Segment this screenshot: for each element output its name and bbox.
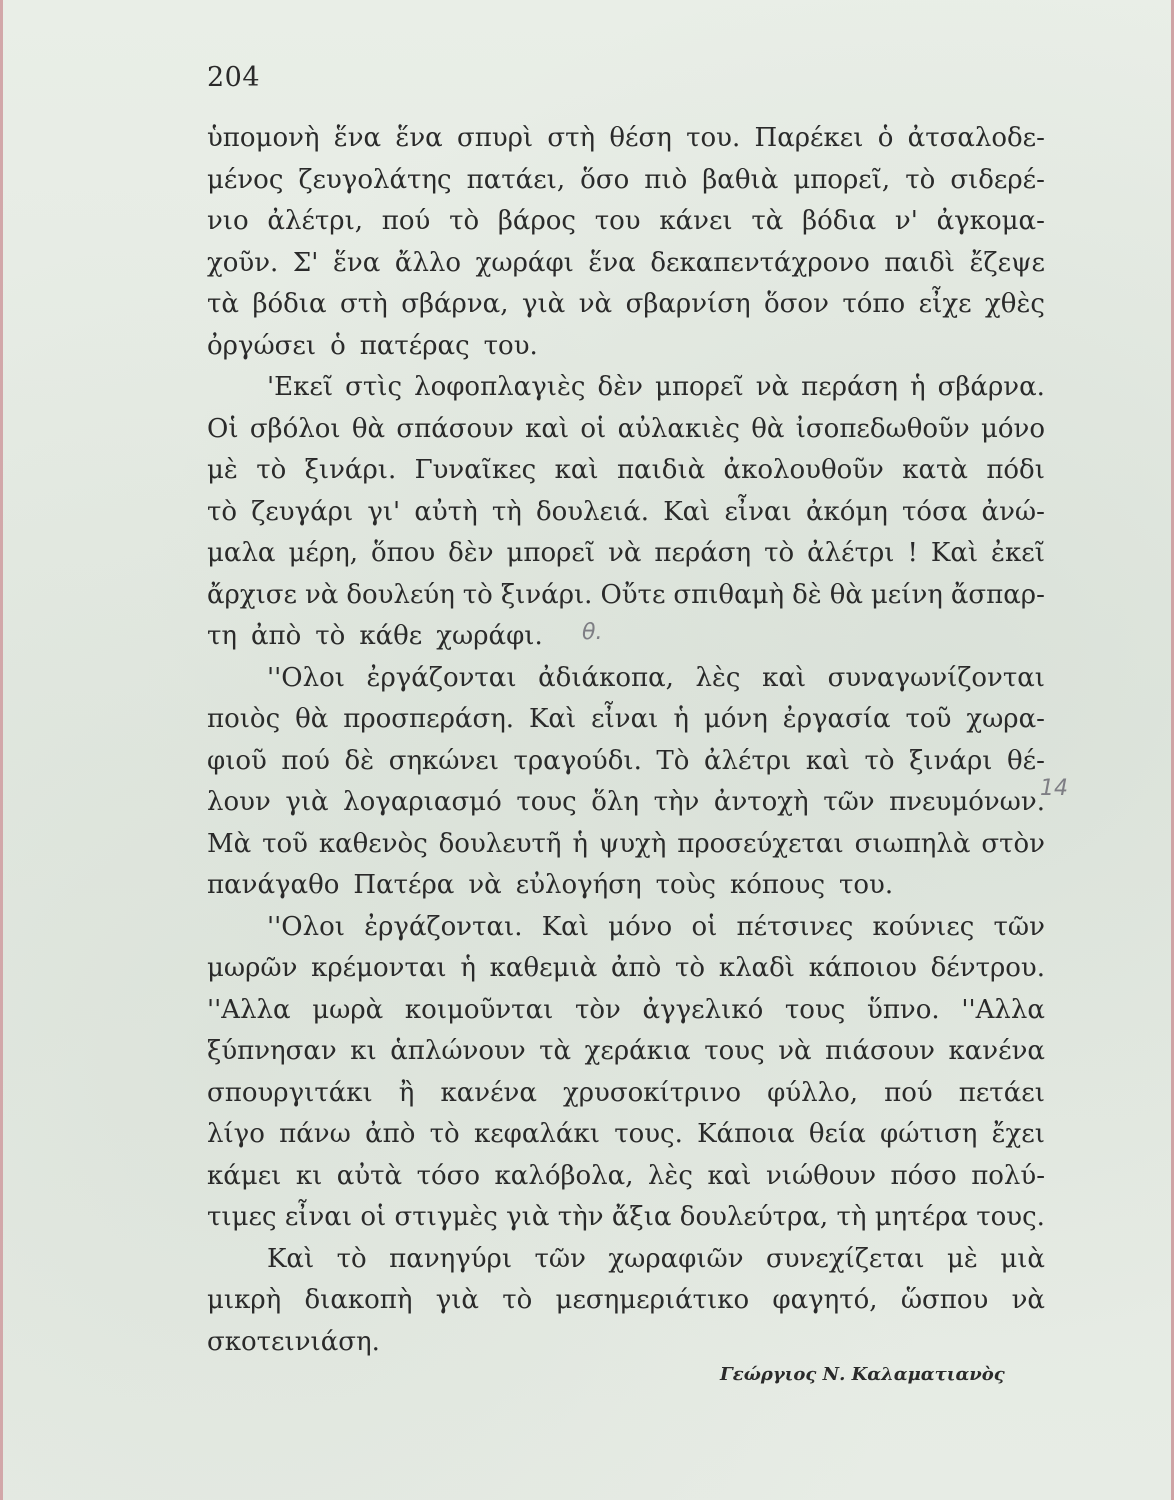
word: αὐλακιὲς [617,413,740,444]
word: λοφοπλαγιὲς [414,372,586,402]
word: καὶ [525,413,570,444]
word: ἄρχισε [207,579,298,610]
text-line [207,1239,1045,1281]
word: πολύ- [971,1160,1045,1191]
word: τους [704,1036,765,1066]
word: κατὰ [902,455,968,485]
word: του. [839,870,894,900]
word: πού [381,206,431,236]
word: φαγητό, [772,1285,878,1315]
text-line [207,450,1045,492]
word: τοῦ [262,828,308,859]
word: Μὰ [207,828,252,859]
word: Γυναῖκες [414,455,537,485]
word: τους. [976,1202,1045,1232]
word: τη [207,621,237,651]
word: τιμες [207,1202,277,1232]
word: περάση [654,538,752,568]
word: λουν [207,787,271,817]
word: ὀργώσει [207,330,317,361]
word: ἀγκομα- [936,206,1045,236]
word: μητέρα [874,1202,968,1232]
word: σβόλοι [249,413,341,444]
word: τὴ [491,496,522,527]
word: ἕνα [333,123,382,153]
text-line [207,1114,1045,1156]
word: Καὶ [267,1243,315,1274]
word: καθενὸς [318,828,428,859]
word: ἀντοχὴ [713,787,809,817]
text-line [207,782,1045,824]
word: τὸ [675,953,706,983]
word: δουλευτῆ [438,828,562,859]
word: τους. [614,1119,683,1149]
word: τὴν [557,1202,604,1232]
word: δὲ [344,745,375,776]
text-line [207,948,1045,990]
word: ἀλέτρι [703,745,792,776]
word: μόνη [703,704,768,734]
word: τὸ [864,745,895,776]
text-line [207,741,1045,783]
text-line [207,1156,1045,1198]
word: μένος [207,164,284,195]
word: γιὰ [435,1285,479,1315]
word: τόσα [902,496,968,527]
word: ξινάρι. [500,579,593,610]
word: μωρῶν [207,953,298,983]
word: δὲ [792,579,822,610]
word: σηκώνει [388,745,499,776]
word: σιωπηλὰ [854,828,971,859]
word: νὰ [305,579,339,610]
word: γιὰ [285,787,329,817]
word: ξινάρι [909,745,993,776]
word: χρυσοκίτρινο [563,1077,742,1108]
word: κάμει [207,1160,282,1191]
word: στὶς [345,372,403,402]
word: νιο [207,206,249,236]
word: σβάρνα. [937,372,1045,402]
word: περάση [801,372,898,402]
word: ἕνα [588,247,636,278]
text-line [207,326,1045,368]
word: σπιθαμὴ [673,579,785,610]
word: νὰ [608,538,642,568]
word: ἄσπαρ- [950,579,1045,610]
word: μὲ [947,1243,978,1274]
word: πετάει [958,1077,1045,1108]
word: ἕνα [395,123,443,153]
word: αὐτὰ [336,1160,403,1191]
word: τὴ [836,1202,867,1232]
word: δὲν [597,372,643,402]
word: νὰ [1011,1285,1045,1315]
word: ἡ [909,372,926,402]
word: τὰ [207,289,239,319]
word: τῶν [823,787,875,817]
word: Κάποια [697,1119,795,1149]
word: ἀκολουθοῦν [723,455,884,485]
word: καὶ [707,1160,752,1191]
word: του [594,206,641,236]
word: βαθιὰ [702,164,779,195]
word: οἱ [360,1202,387,1232]
text-line [207,824,1045,866]
word: τὰ [751,206,784,236]
word: ἰσοπεδωθοῦν [795,413,970,444]
word: βόδια [802,206,877,236]
word: ἀτσαλοδε- [907,123,1045,153]
word: τὸ [256,455,287,485]
word: Σ' [292,247,319,278]
word: τὸν [575,994,621,1025]
word: δουλεύη [346,579,455,610]
word: τὸ [449,206,480,236]
word: συνεχίζεται [766,1243,925,1274]
word: καλόβολα, [494,1160,634,1191]
word: τὸ [764,538,795,568]
word: μείνη [870,579,943,610]
word: φύλλο, [767,1077,859,1108]
word: γι' [367,496,401,527]
word: νὰ [778,1036,812,1066]
word: μέρη, [288,538,358,568]
word: τῶν [534,1243,586,1274]
text-line [207,367,1045,409]
word: καὶ [805,745,850,776]
word: πατέρας [359,330,470,361]
word: χωρα- [966,704,1045,734]
word: ἀνώ- [981,496,1045,527]
word: ἀλέτρι [807,538,895,568]
word: οἱ [691,911,718,942]
word: στὸν [981,828,1045,859]
word: κάποιου [808,953,917,983]
word: ἀδιάκοπα, [538,662,674,693]
word: φιοῦ [207,745,267,776]
word: κρέμονται [311,953,447,983]
word: ὁ [330,330,346,361]
word: θὰ [295,704,329,734]
word: ποιὸς [207,704,281,734]
word: νὰ [578,289,613,319]
text-line [207,575,1045,617]
word: λίγο [207,1119,265,1149]
word: ''Ολοι [267,911,345,942]
word: μεσημεριάτικο [555,1285,750,1315]
word: λὲς [695,662,741,693]
word: πνευμόνων. [889,787,1045,817]
word: δουλειά. [535,496,650,527]
word: κι [295,1160,323,1191]
word: βόδια [252,289,327,319]
word: μόνο [980,413,1045,444]
word: στιγμὲς [394,1202,498,1232]
word: λογαριασμό [343,787,502,817]
word: κανένα [440,1077,537,1108]
body-text [207,118,1045,1363]
word: νὰ [468,870,502,900]
word: ὑπομονὴ [207,123,320,153]
word: μπορεῖ [655,372,744,402]
word: δὲν [448,538,494,568]
word: ἀπὸ [611,953,662,983]
word: ὅπου [370,538,436,568]
word: τὸ [905,164,936,195]
word: εἶναι [591,704,659,734]
word: καὶ [554,455,599,485]
word: καὶ [762,662,807,693]
text-line [207,1280,1045,1322]
word: ! [907,538,918,568]
word: πιὸ [644,164,688,195]
word: ὥσπου [900,1285,989,1315]
word: Οἱ [207,413,239,444]
word: ζευγολάτης [298,164,452,195]
word: τόσο [416,1160,481,1191]
word: κάνει [659,206,733,236]
text-line [207,284,1045,326]
word: πάνω [279,1119,351,1149]
word: του. [686,123,741,153]
word: ὕπνο. [867,994,940,1025]
word: πού [281,745,330,776]
word: Καὶ [529,704,577,734]
word: τὸ [429,1119,460,1149]
handwritten-mark: θ. [582,620,603,645]
word: τοῦ [905,704,952,734]
word: τὸ [502,1285,533,1315]
word: χεράκια [584,1036,691,1066]
word: Παρέκει [754,123,864,153]
word: παιδιὰ [616,455,706,485]
word: μωρὰ [312,994,384,1025]
word: στὴ [340,289,388,319]
page-number: 204 [207,62,261,93]
word: τὴν [653,787,700,817]
word: σκοτεινιάση. [207,1326,380,1357]
word: πανάγαθο [207,870,340,900]
word: ἔχει [991,1119,1045,1149]
text-line [207,533,1045,575]
word: ''Ολοι [267,662,345,693]
word: τους [784,994,846,1025]
text-line [207,1197,1045,1239]
word: ἄλλο [394,247,462,278]
word: χωράφι. [436,621,543,651]
word: ζευγάρι [251,496,354,527]
word: χωραφιῶν [608,1243,744,1274]
text-line [207,243,1045,285]
word: ''Αλλα [961,994,1045,1025]
word: μιὰ [1000,1243,1045,1274]
word: ἡ [673,704,689,734]
text-line [207,990,1045,1032]
word: τὸ [207,496,238,527]
word: ἢ [398,1077,415,1108]
text-line [207,699,1045,741]
word: ἔζεψε [969,247,1045,278]
word: Πατέρα [353,870,455,900]
word: πέτσινες [736,911,854,942]
word: νιώθουν [765,1160,877,1191]
word: Καὶ [930,538,979,568]
word: εὐλογήση [515,870,642,900]
word: χθὲς [985,289,1045,319]
word: θὰ [829,579,863,610]
word: ἀπὸ [250,621,302,651]
word: του. [483,330,538,361]
word: ''Αλλα [207,994,291,1025]
word: τὸ [336,1243,367,1274]
word: τῶν [993,911,1045,942]
word: πατάει, [466,164,566,195]
text-line [207,907,1045,949]
word: ἄξια [611,1202,672,1232]
word: ἐκεῖ [991,538,1045,568]
word: μικρὴ [207,1285,282,1315]
word: σιδερέ- [950,164,1045,195]
word: Καὶ [541,911,589,942]
word: μὲ [207,455,238,485]
word: 'Εκεῖ [267,372,334,402]
word: τὸ [315,621,346,651]
word: οἱ [580,413,607,444]
word: ἀπὸ [365,1119,416,1149]
word: δέντρου. [930,953,1045,983]
word: ἀγγελικό [642,994,764,1025]
word: ἐργάζονται [366,662,517,693]
word: ἁπλώνουν [390,1036,526,1066]
word: σβάρνα, [401,289,509,319]
word: πόσο [890,1160,957,1191]
word: κοιμοῦνται [404,994,554,1025]
word: εἶχε [918,289,972,319]
word: κάθε [359,621,423,651]
word: χωράφι [475,247,574,278]
word: κι [350,1036,377,1066]
word: αὐτὴ [414,496,478,527]
word: τοὺς [655,870,716,900]
word: εἶναι [724,496,792,527]
word: ὅλη [591,787,639,817]
page-edge-left [0,0,3,1500]
word: γιὰ [506,1202,550,1232]
word: μπορεῖ, [793,164,891,195]
word: μαλα [207,538,276,568]
text-line [207,1073,1045,1115]
word: τόπο [842,289,906,319]
word: ψυχὴ [598,828,667,859]
word: μπορεῖ [506,538,596,568]
word: ὁ [877,123,894,153]
word: σπυρὶ [456,123,534,153]
word: ὅσον [764,289,829,319]
text-line [207,492,1045,534]
text-line [207,409,1045,451]
word: μόνο [608,911,673,942]
word: ἀλέτρι, [267,206,364,236]
word: ξινάρι. [304,455,397,485]
word: ὅσο [580,164,630,195]
word: στὴ [547,123,596,153]
word: φώτιση [880,1119,978,1149]
word: θέ- [1007,745,1045,776]
word: τὸ [462,579,493,610]
word: Καὶ [663,496,711,527]
word: θεία [808,1119,866,1149]
word: ἀκόμη [805,496,888,527]
word: συναγωνίζονται [827,662,1045,693]
word: ἐργάζονται. [364,911,523,942]
word: εἶναι [284,1202,353,1232]
word: κούνιες [872,911,975,942]
word: προσεύχεται [677,828,844,859]
word: ἡ [572,828,588,859]
word: παιδὶ [884,247,955,278]
text-line [207,1031,1045,1073]
word: σπάσουν [396,413,514,444]
word: πού [884,1077,933,1108]
word: καθεμιὰ [489,953,598,983]
word: ἕνα [332,247,381,278]
word: θὰ [751,413,785,444]
word: τραγούδι. [513,745,642,776]
word: ἐργασία [782,704,891,734]
word: χοῦν. [207,247,279,278]
word: θέση [609,123,672,153]
word: κεφαλάκι [473,1119,600,1149]
text-line [207,118,1045,160]
word: σπουργιτάκι [207,1077,373,1108]
word: ἡ [460,953,476,983]
text-line [207,1322,1045,1364]
word: τους [516,787,577,817]
text-line [207,201,1045,243]
word: κλαδὶ [718,953,795,983]
word: δουλεύτρα, [679,1202,829,1232]
text-line [207,160,1045,202]
text-line [207,658,1045,700]
word: νὰ [755,372,790,402]
word: κόπους [730,870,826,900]
word: δεκαπεντάχρονο [650,247,870,278]
word: γιὰ [521,289,566,319]
word: ν' [894,206,918,236]
word: σβαρνίση [625,289,751,319]
word: τὰ [539,1036,572,1066]
handwritten-mark: 14 [1040,776,1068,801]
word: πόδι [986,455,1045,485]
word: πιάσουν [825,1036,935,1066]
word: διακοπὴ [304,1285,413,1315]
word: Τὸ [656,745,690,776]
word: θὰ [351,413,386,444]
author-signature: Γεώργιος Ν. Καλαματιανὸς [720,1364,1005,1385]
word: προσπεράση. [343,704,515,734]
word: πανηγύρι [389,1243,513,1274]
word: Οὔτε [600,579,666,610]
word: κανένα [948,1036,1045,1066]
word: λὲς [647,1160,693,1191]
text-line [207,865,1045,907]
text-line [207,616,1045,658]
word: ξύπνησαν [207,1036,337,1066]
word: βάρος [497,206,576,236]
